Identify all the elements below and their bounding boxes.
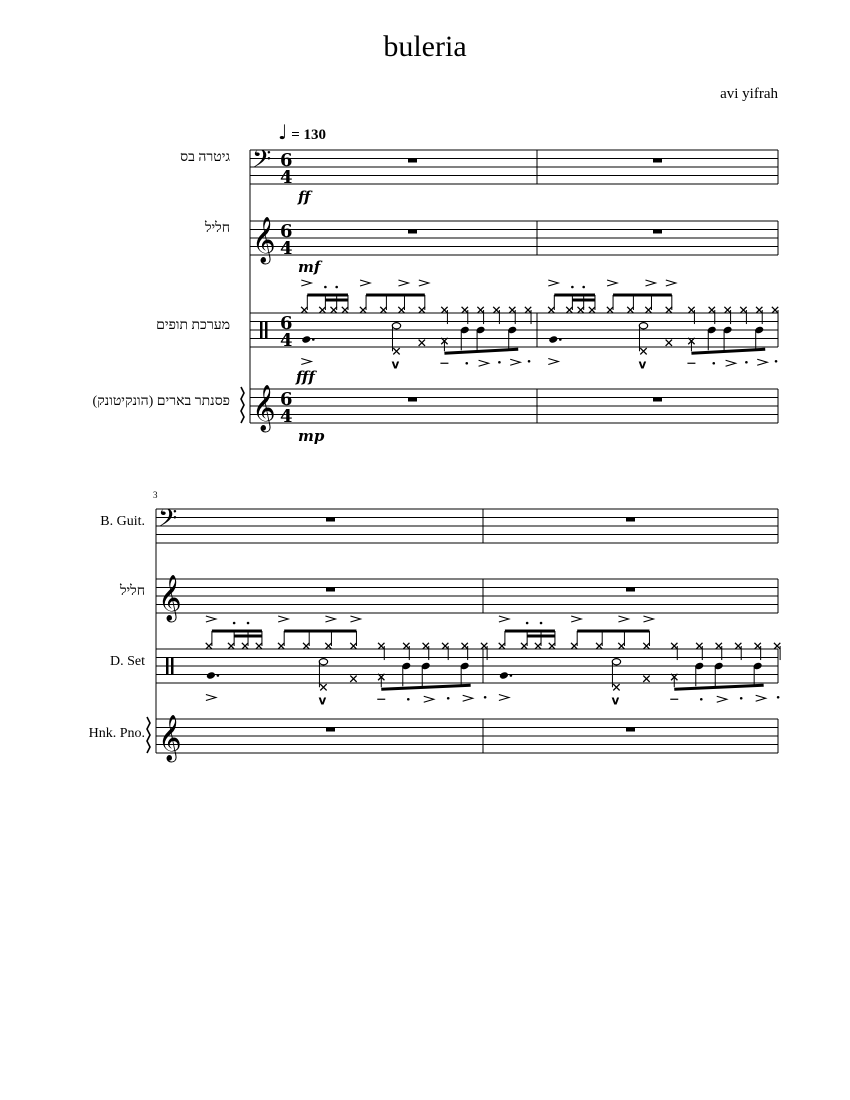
accent-mark <box>726 360 736 366</box>
x-notehead <box>278 643 284 649</box>
staccato-dot <box>526 622 529 625</box>
x-notehead <box>320 684 326 690</box>
instrument-abbrev-drums: D. Set <box>110 654 145 669</box>
accent-mark <box>479 360 489 366</box>
piano-brace-icon <box>241 387 244 423</box>
instrument-abbrev-flute: חליל <box>119 584 145 599</box>
time-signature-denominator: 4 <box>280 406 293 427</box>
augmentation-dot <box>510 674 513 677</box>
x-notehead <box>525 307 531 313</box>
accent-mark <box>206 695 216 701</box>
accent-mark <box>419 280 429 286</box>
composer: avi yifrah <box>720 86 778 102</box>
staccato-dot <box>745 361 748 364</box>
x-notehead <box>735 643 741 649</box>
whole-rest <box>408 159 417 163</box>
dynamic-bass: ff <box>298 188 311 206</box>
time-signature-numerator: 6 <box>280 313 293 334</box>
beam <box>444 349 518 353</box>
x-notehead <box>709 307 715 313</box>
augmentation-dot <box>312 338 315 341</box>
x-notehead <box>772 307 778 313</box>
staccato-dot <box>571 286 574 289</box>
x-notehead <box>509 307 515 313</box>
whole-rest <box>653 230 662 234</box>
whole-rest <box>653 398 662 402</box>
x-notehead <box>319 307 325 313</box>
time-signature-numerator: 6 <box>280 389 293 410</box>
instrument-name-drums: מערכת תופים <box>156 318 230 333</box>
bass-clef-icon: 𝄢 <box>158 504 178 539</box>
percussion-clef-icon <box>166 658 169 675</box>
accent-mark <box>757 359 767 365</box>
accent-mark <box>325 616 335 622</box>
whole-rest <box>626 518 635 522</box>
x-notehead <box>499 643 505 649</box>
x-notehead <box>256 643 262 649</box>
x-notehead <box>378 643 384 649</box>
accent-mark <box>571 616 581 622</box>
x-notehead <box>419 340 425 346</box>
staccato-dot <box>324 286 327 289</box>
x-notehead <box>330 307 336 313</box>
time-signature-numerator: 6 <box>280 150 293 171</box>
x-notehead <box>521 643 527 649</box>
x-notehead <box>740 307 746 313</box>
x-notehead <box>671 643 677 649</box>
x-notehead <box>774 643 780 649</box>
x-notehead <box>228 643 234 649</box>
x-notehead <box>589 307 595 313</box>
x-notehead <box>350 643 356 649</box>
accent-mark <box>278 616 288 622</box>
x-notehead <box>627 307 633 313</box>
staccato-dot <box>528 360 531 363</box>
x-notehead <box>350 676 356 682</box>
x-notehead <box>242 643 248 649</box>
staccato-dot <box>777 696 780 699</box>
x-notehead <box>441 307 447 313</box>
x-notehead <box>398 307 404 313</box>
whole-rest <box>326 588 335 592</box>
accent-mark <box>645 280 655 286</box>
notehead <box>301 335 311 344</box>
accent-mark <box>499 616 509 622</box>
accent-mark <box>424 696 434 702</box>
x-notehead <box>566 307 572 313</box>
x-notehead <box>325 643 331 649</box>
whole-rest <box>326 728 335 732</box>
x-notehead <box>481 643 487 649</box>
half-notehead <box>612 659 620 665</box>
beam <box>674 685 763 689</box>
whole-rest <box>626 588 635 592</box>
treble-clef-icon: 𝄞 <box>158 715 182 761</box>
accent-mark <box>206 616 216 622</box>
x-notehead <box>303 643 309 649</box>
beam <box>381 685 470 689</box>
percussion-clef-icon <box>265 322 268 339</box>
accent-mark <box>301 280 311 286</box>
x-notehead <box>724 307 730 313</box>
time-signature-denominator: 4 <box>280 238 293 259</box>
accent-mark <box>499 695 509 701</box>
marcato-mark: v <box>638 357 647 372</box>
staccato-dot <box>775 360 778 363</box>
x-notehead <box>645 307 651 313</box>
accent-mark <box>548 359 558 365</box>
staccato-dot <box>712 362 715 365</box>
augmentation-dot <box>217 674 220 677</box>
x-notehead <box>393 348 399 354</box>
x-notehead <box>613 684 619 690</box>
staccato-dot <box>247 622 250 625</box>
accent-mark <box>756 695 766 701</box>
x-notehead <box>206 643 212 649</box>
x-notehead <box>756 307 762 313</box>
marcato-mark: v <box>611 693 620 708</box>
x-notehead <box>549 643 555 649</box>
whole-rest <box>626 728 635 732</box>
staccato-dot <box>740 697 743 700</box>
instrument-name-flute: חליל <box>204 221 230 236</box>
time-signature-denominator: 4 <box>280 167 293 188</box>
tempo-text: = 130 <box>291 127 326 143</box>
x-notehead <box>577 307 583 313</box>
instrument-abbrev-piano: Hnk. Pno. <box>88 726 145 741</box>
accent-mark <box>301 359 311 365</box>
dynamic-piano: mp <box>298 427 325 445</box>
x-notehead <box>403 643 409 649</box>
half-notehead <box>639 323 647 329</box>
x-notehead <box>666 307 672 313</box>
x-notehead <box>666 340 672 346</box>
accent-mark <box>360 280 370 286</box>
accent-mark <box>618 616 628 622</box>
score-title: buleria <box>383 30 467 63</box>
instrument-name-bass: גיטרה בס <box>180 150 230 165</box>
whole-rest <box>408 230 417 234</box>
staccato-dot <box>498 361 501 364</box>
staccato-dot <box>700 698 703 701</box>
x-notehead <box>380 307 386 313</box>
notehead <box>206 671 216 680</box>
instrument-abbrev-bass: B. Guit. <box>100 514 145 529</box>
x-notehead <box>643 676 649 682</box>
accent-mark <box>548 280 558 286</box>
x-notehead <box>535 643 541 649</box>
x-notehead <box>754 643 760 649</box>
beam <box>691 349 765 353</box>
accent-mark <box>607 280 617 286</box>
whole-rest <box>408 398 417 402</box>
percussion-clef-icon <box>171 658 174 675</box>
accent-mark <box>350 616 360 622</box>
x-notehead <box>419 307 425 313</box>
marcato-mark: v <box>318 693 327 708</box>
x-notehead <box>477 307 483 313</box>
notehead <box>548 335 558 344</box>
x-notehead <box>342 307 348 313</box>
staccato-dot <box>465 362 468 365</box>
x-notehead <box>301 307 307 313</box>
staccato-dot <box>407 698 410 701</box>
dynamic-drums: fff <box>296 368 315 386</box>
x-notehead <box>640 348 646 354</box>
accent-mark <box>717 696 727 702</box>
augmentation-dot <box>559 338 562 341</box>
staccato-dot <box>335 286 338 289</box>
x-notehead <box>462 307 468 313</box>
x-notehead <box>493 307 499 313</box>
x-notehead <box>442 643 448 649</box>
staccato-dot <box>484 696 487 699</box>
x-notehead <box>716 643 722 649</box>
piano-brace-icon <box>147 717 150 753</box>
x-notehead <box>461 643 467 649</box>
instrument-name-piano: פסנתר בארים (הונקיטונק) <box>92 394 230 409</box>
dynamic-flute: mf <box>298 258 321 276</box>
x-notehead <box>696 643 702 649</box>
staccato-dot <box>582 286 585 289</box>
time-signature-denominator: 4 <box>280 330 293 351</box>
marcato-mark: v <box>391 357 400 372</box>
accent-mark <box>510 359 520 365</box>
half-notehead <box>392 323 400 329</box>
x-notehead <box>360 307 366 313</box>
treble-clef-icon: 𝄞 <box>252 385 276 431</box>
staccato-dot <box>447 697 450 700</box>
x-notehead <box>607 307 613 313</box>
x-notehead <box>596 643 602 649</box>
accent-mark <box>666 280 676 286</box>
x-notehead <box>423 643 429 649</box>
accent-mark <box>643 616 653 622</box>
staccato-dot <box>540 622 543 625</box>
measure-number: 3 <box>153 490 158 500</box>
x-notehead <box>571 643 577 649</box>
percussion-clef-icon <box>260 322 263 339</box>
treble-clef-icon: 𝄞 <box>158 575 182 621</box>
half-notehead <box>319 659 327 665</box>
x-notehead <box>643 643 649 649</box>
staccato-dot <box>233 622 236 625</box>
accent-mark <box>398 280 408 286</box>
x-notehead <box>688 307 694 313</box>
whole-rest <box>653 159 662 163</box>
time-signature-numerator: 6 <box>280 221 293 242</box>
notehead <box>499 671 509 680</box>
treble-clef-icon: 𝄞 <box>252 217 276 263</box>
x-notehead <box>548 307 554 313</box>
x-notehead <box>618 643 624 649</box>
quarter-note-icon: ♩ <box>278 120 288 144</box>
whole-rest <box>326 518 335 522</box>
accent-mark <box>463 695 473 701</box>
bass-clef-icon: 𝄢 <box>252 145 272 180</box>
